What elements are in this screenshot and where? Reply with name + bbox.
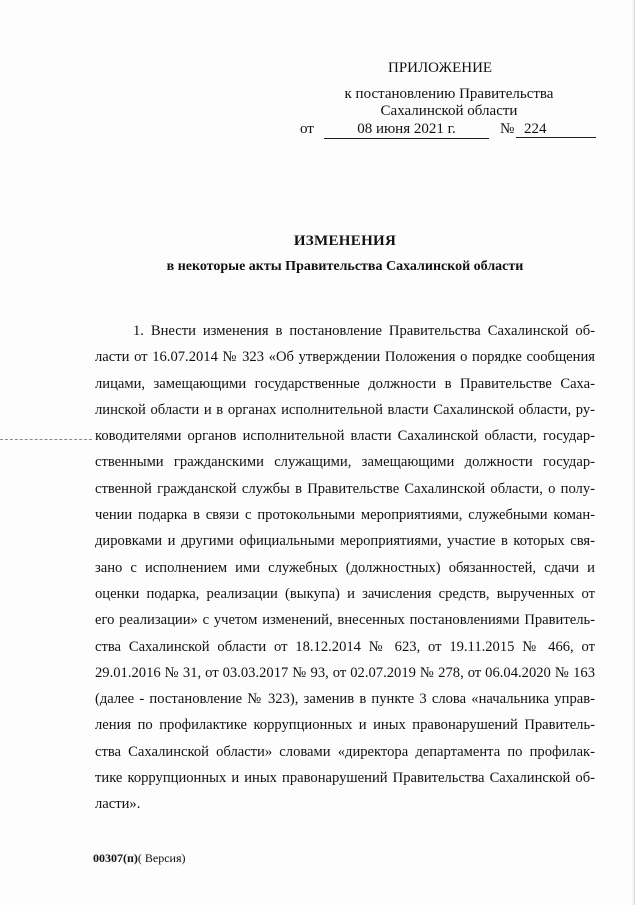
appendix-reference (335, 86, 563, 120)
from-label: от (300, 121, 314, 137)
footer-document-code (93, 851, 186, 866)
body-line: его реализации» с учетом изменений, внесенных постановлениями Правитель- (95, 612, 595, 629)
body-paragraph (95, 318, 595, 818)
document-title: ИЗМЕНЕНИЯ (293, 233, 397, 249)
body-line: ласти». (95, 796, 141, 813)
appendix-date-number-line (300, 121, 596, 141)
document-subtitle: в некоторые акты Правительства Сахалинской области (166, 259, 524, 274)
appendix-title: ПРИЛОЖЕНИЕ (388, 60, 493, 76)
body-line: ководителями органов исполнительной власти Сахалинской области, государ- (95, 428, 595, 445)
footer-code: 00307(п) (93, 851, 138, 865)
body-line: чении подарка в связи с протокольными мероприятиями, служебными коман- (95, 507, 595, 524)
appendix-number: 224 (516, 121, 596, 138)
appendix-reference-line-2: Сахалинской области (380, 103, 518, 119)
footer-version: ( Версия) (137, 851, 186, 865)
body-line: ственной гражданской службы в Правительстве Сахалинской области, о полу- (95, 480, 595, 497)
body-line: ства Сахалинской области» словами «директора департамента по профилак- (95, 743, 595, 760)
number-label: № (500, 121, 515, 137)
body-line: 29.01.2016 № 31, от 03.03.2017 № 93, от 02.07.2019 № 278, от 06.04.2020 № 163 (95, 664, 595, 681)
body-line: ления по профилактике коррупционных и иных правонарушений Правитель- (95, 717, 595, 734)
body-line: линской области и в органах исполнительной власти Сахалинской области, ру- (95, 401, 595, 418)
body-line: ласти от 16.07.2014 № 323 «Об утверждении Положения о порядке сообщения (95, 349, 595, 366)
body-line: зано с исполнением ими служебных (должностных) обязанностей, сдачи и (95, 559, 595, 576)
body-line: оценки подарка, реализации (выкупа) и зачисления средств, вырученных от (95, 585, 595, 602)
body-line: (далее - постановление № 323), заменив в пункте 3 слова «начальника управ- (95, 691, 595, 708)
body-line: 1. Внести изменения в постановление Правительства Сахалинской об- (133, 323, 595, 339)
appendix-date: 08 июня 2021 г. (324, 121, 489, 139)
body-line: дировками и другими официальными мероприятиями, участие в которых свя- (95, 533, 595, 550)
appendix-reference-line-1: к постановлению Правительства (344, 86, 554, 102)
body-line: ства Сахалинской области от 18.12.2014 № 623, от 19.11.2015 № 466, от (95, 638, 595, 655)
body-line: тике коррупционных и иных правонарушений Правительства Сахалинской об- (95, 770, 595, 787)
body-line: лицами, замещающими государственные должности в Правительстве Саха- (95, 375, 595, 392)
body-line: ственными гражданскими служащими, замещающими должности государ- (95, 454, 595, 471)
scan-artifact-line (0, 439, 92, 440)
